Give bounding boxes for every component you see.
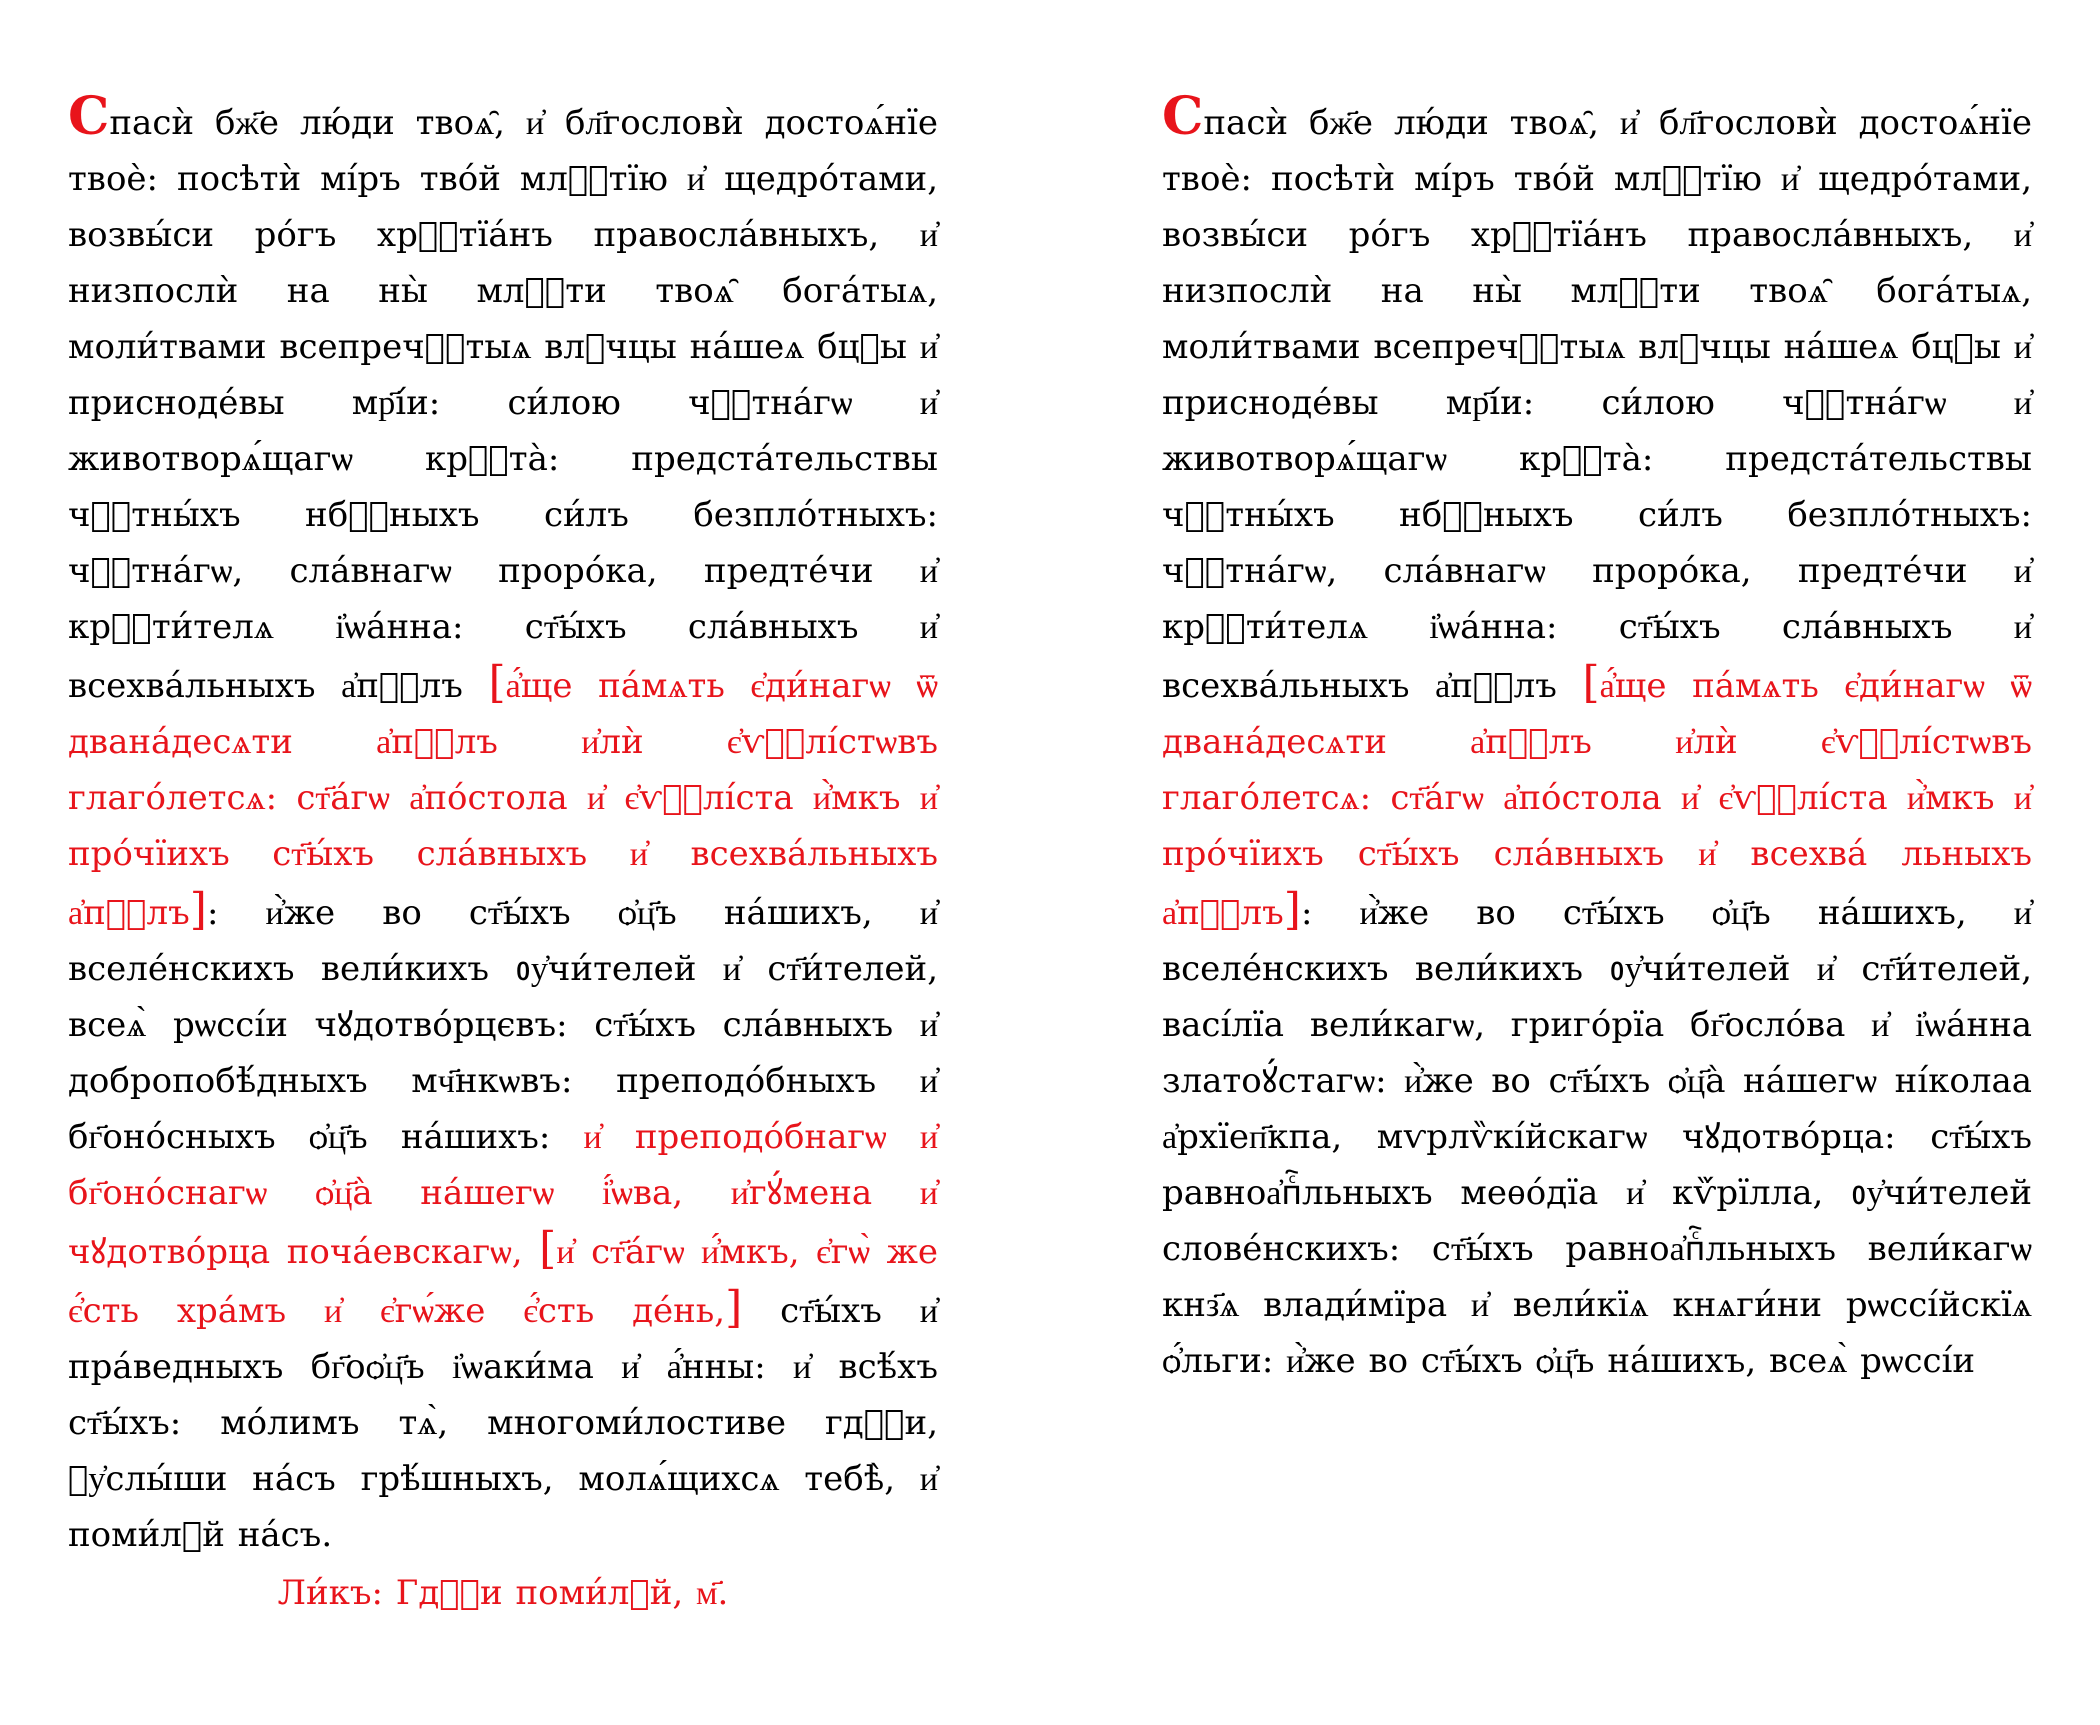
left-paragraph-3: ст҃ы́хъ и҆ пра́ведныхъ бг҃оѻ҆ц҃ъ і҆ѡаки́ма и҆ а҆́нны: и҆ всѣ́хъ ст҃ы́хъ: мо́лимъ тѧ̀, многоми́лостиве гдⷭ҇и, ᲂу҆слы́ши на́съ грѣ́шныхъ, молѧ́щихсѧ тебѣ̀, и҆ поми́лꙋй на́съ. (68, 1291, 938, 1555)
right-rubric-1: а҆́ще па́мѧть є҆ди́нагѡ ѿ двана́десѧти а҆пⷭ҇лъ и҆лѝ є҆ѵⷢ҇лі́стѡвъ глаго́летсѧ: ст҃а́гѡ а҆по́стола и҆ є҆ѵⷢ҇лі́ста и҆̀мкъ и҆ про́чїихъ ст҃ы́хъ сла́вныхъ и҆ всехва́ льныхъ а҆пⷭ҇лъ (1162, 666, 2032, 933)
left-paragraph-2: : и҆̀же во ст҃ы́хъ ѻ҆ц҃ъ на́шихъ, и҆ вселе́нскихъ вели́кихъ ᲂу҆чи́телей и҆ ст҃и́телей, всеѧ̀ рѡссі́и чꙋдотво́рцєвъ: ст҃ы́хъ сла́вныхъ и҆ добропобѣ́дныхъ мч҃нкѡвъ: преподо́бныхъ и҆ бг҃оно́сныхъ ѻ҆ц҃ъ на́шихъ: (68, 893, 938, 1157)
close-bracket-left: ] (189, 884, 207, 935)
dropcap-right: С (1162, 86, 1204, 147)
right-paragraph-1: пасѝ бж҃е лю́ди твоѧ̑, и҆ бл҃гословѝ достоѧ́нїе твоѐ: посѣтѝ мі́ръ тво́й млⷭ҇тїю и҆ щедро́тами, возвы́си ро́гъ хрⷭ҇тїа́нъ правосла́вныхъ, и҆ низпослѝ на ны̀ млⷭ҇ти твоѧ̑ бога́тыѧ, моли́твами всепречⷭ҇тыѧ влⷣчцы на́шеѧ бцⷣы и҆ присноде́вы мр҃і́и: си́лою чⷭ҇тна́гѡ и҆ животворѧ́щагѡ крⷭ҇та̀: предста́тельствы чⷭ҇тны́хъ нбⷭ҇ныхъ си́лъ безпло́тныхъ: чⷭ҇тна́гѡ, сла́внагѡ проро́ка, предте́чи и҆ крⷭ҇ти́телѧ і҆ѡа́нна: ст҃ы́хъ сла́вныхъ и҆ всехва́льныхъ а҆пⷭ҇лъ (1162, 103, 2032, 706)
left-paragraph-1: пасѝ бж҃е лю́ди твоѧ̑, и҆ бл҃гословѝ достоѧ́нїе твоѐ: посѣтѝ мі́ръ тво́й млⷭ҇тїю и҆ щедро́тами, возвы́си ро́гъ хрⷭ҇тїа́нъ правосла́вныхъ, и҆ низпослѝ на ны̀ млⷭ҇ти твоѧ̑ бога́тыѧ, моли́твами всепречⷭ҇тыѧ влⷣчцы на́шеѧ бцⷣы и҆ присноде́вы мр҃і́и: си́лою чⷭ҇тна́гѡ и҆ животворѧ́щагѡ крⷭ҇та̀: предста́тельствы чⷭ҇тны́хъ нбⷭ҇ныхъ си́лъ безпло́тныхъ: чⷭ҇тна́гѡ, сла́внагѡ проро́ка, предте́чи и҆ крⷭ҇ти́телѧ і҆ѡа́нна: ст҃ы́хъ сла́вныхъ и҆ всехва́льныхъ а҆пⷭ҇лъ (68, 103, 938, 706)
open-bracket-left-2: [ (539, 1223, 557, 1274)
right-paragraph-2: : и҆̀же во ст҃ы́хъ ѻ҆ц҃ъ на́шихъ, и҆ вселе́нскихъ вели́кихъ ᲂу҆чи́телей и҆ ст҃и́телей, васі́лїа вели́кагѡ, григо́рїа бг҃осло́ва и҆ і҆ѡа́нна златоꙋ́стагѡ: и҆̀же во ст҃ы́хъ ѻ҆ц҃а̀ на́шегѡ ні́колаа а҆рхїеп҃кпа, мѵрлѷкі́йскагѡ чꙋдотво́рца: ст҃ы́хъ равноа҆пⷭ҇льныхъ меѳо́дїа и҆ кѷ́рїлла, ᲂу҆чи́телей слове́нскихъ: ст҃ы́хъ равноа҆пⷭ҇льныхъ вели́кагѡ кнз҃ѧ влади́мїра и҆ вели́кїѧ кнѧги́ни рѡссі́йскїѧ ѻ҆́льги: и҆̀же во ст҃ы́хъ ѻ҆ц҃ъ на́шихъ, всеѧ̀ рѡссі́и (1162, 893, 2032, 1381)
closing-rubric: Ли́къ: Гдⷭ҇и поми́лꙋй, м҃. (277, 1573, 729, 1613)
open-bracket-left: [ (488, 657, 506, 708)
left-rubric-3: и҆ ст҃а́гѡ и҆́мкъ, є҆гѡ̀ же є҆́сть хра́мъ и҆ є҆гѡ́же є҆́сть де́нь, (68, 1232, 938, 1331)
close-bracket-right: ] (1283, 884, 1301, 935)
right-page-column (1162, 86, 2032, 1389)
close-bracket-left-2: ] (725, 1282, 743, 1333)
left-page-column (68, 86, 939, 1621)
left-rubric-2: и҆ преподо́бнагѡ и҆ бг҃оно́снагѡ ѻ҆ц҃а̀ на́шегѡ і҆́ѡва, и҆гꙋ́мена и҆ чꙋдотво́рца поча́евскагѡ, (68, 1117, 939, 1272)
open-bracket-right: [ (1582, 657, 1600, 708)
left-rubric-1: а҆́ще па́мѧть є҆ди́нагѡ ѿ двана́десѧти а҆пⷭ҇лъ и҆лѝ є҆ѵⷢ҇лі́стѡвъ глаго́летсѧ: ст҃а́гѡ а҆по́стола и҆ є҆ѵⷢ҇лі́ста и҆̀мкъ и҆ про́чїихъ ст҃ы́хъ сла́вныхъ и҆ всехва́льныхъ а҆пⷭ҇лъ (68, 666, 938, 933)
dropcap-left: С (68, 86, 110, 147)
